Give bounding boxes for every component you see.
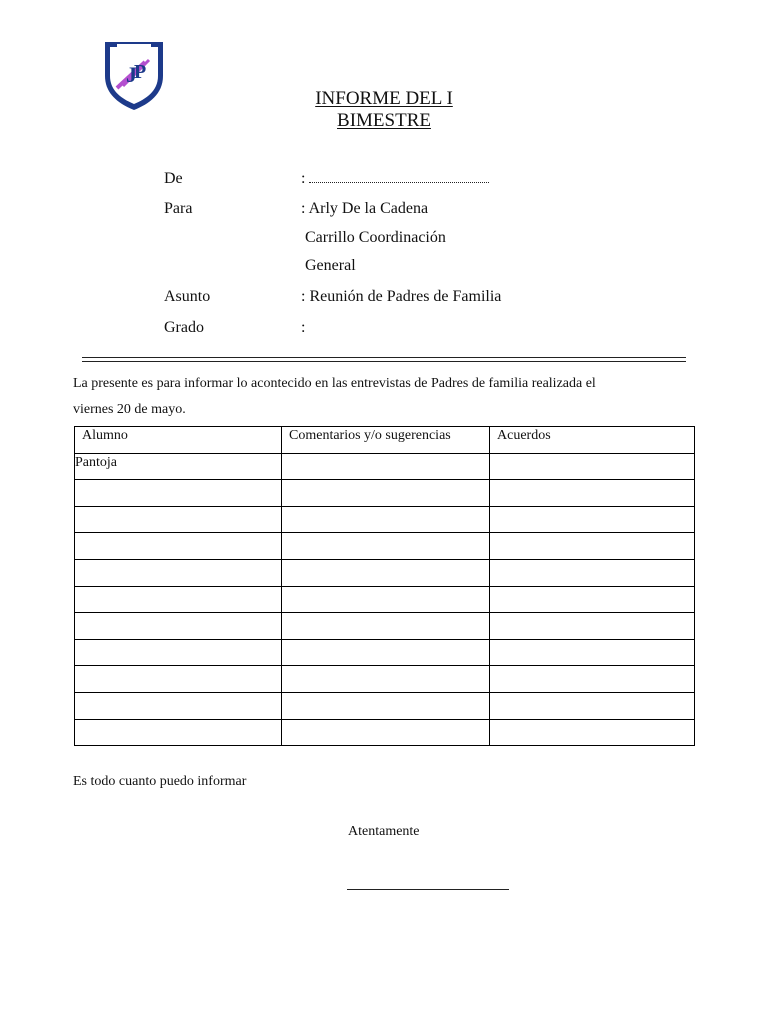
- table-row: [75, 453, 695, 480]
- table-cell[interactable]: [75, 719, 282, 746]
- table-cell[interactable]: [282, 586, 490, 613]
- header-comentarios: Comentarios y/o sugerencias: [282, 427, 490, 454]
- table-row: [75, 559, 695, 586]
- table-cell[interactable]: Pantoja: [75, 453, 282, 480]
- label-de: De: [164, 170, 183, 187]
- table-row: [75, 586, 695, 613]
- table-cell[interactable]: [490, 480, 695, 507]
- table-cell[interactable]: [75, 613, 282, 640]
- table-row: [75, 692, 695, 719]
- table-row: [75, 666, 695, 693]
- value-grado: :: [301, 319, 306, 336]
- intro-line1: La presente es para informar lo acontecido en las entrevistas de Padres de familia realizada el: [73, 376, 596, 391]
- table-cell[interactable]: [282, 559, 490, 586]
- intro-line2: viernes 20 de mayo.: [73, 402, 186, 417]
- label-grado: Grado: [164, 319, 204, 336]
- table-cell[interactable]: [75, 586, 282, 613]
- table-cell[interactable]: [282, 666, 490, 693]
- table-cell[interactable]: [282, 480, 490, 507]
- table-cell[interactable]: [75, 666, 282, 693]
- label-para: Para: [164, 200, 193, 217]
- value-para-line2: Carrillo Coordinación: [305, 229, 446, 246]
- table-cell[interactable]: [282, 692, 490, 719]
- table-cell[interactable]: [490, 639, 695, 666]
- table-cell[interactable]: [490, 692, 695, 719]
- dotted-fill-line: [309, 170, 489, 183]
- value-de: [301, 169, 489, 189]
- table-row: [75, 533, 695, 560]
- table-cell[interactable]: [75, 533, 282, 560]
- table-row: [75, 639, 695, 666]
- double-divider: [82, 357, 686, 362]
- table-cell[interactable]: [75, 692, 282, 719]
- table-cell[interactable]: [282, 453, 490, 480]
- table-cell[interactable]: [75, 639, 282, 666]
- header-alumno: Alumno: [75, 427, 282, 454]
- value-para-line3: General: [305, 257, 356, 274]
- school-crest-icon: [103, 40, 165, 112]
- label-asunto: Asunto: [164, 288, 211, 305]
- document-title-line1: INFORME DEL I: [315, 88, 453, 109]
- table-row: [75, 506, 695, 533]
- table-cell[interactable]: [75, 506, 282, 533]
- table-row: [75, 613, 695, 640]
- table-cell[interactable]: [490, 453, 695, 480]
- table-cell[interactable]: [282, 613, 490, 640]
- sign-off: Atentamente: [348, 824, 420, 839]
- table-cell[interactable]: [490, 586, 695, 613]
- closing-text: Es todo cuanto puedo informar: [73, 774, 247, 789]
- table-cell[interactable]: [282, 639, 490, 666]
- interview-table: [74, 426, 695, 746]
- table-cell[interactable]: [490, 506, 695, 533]
- header-acuerdos: Acuerdos: [490, 427, 695, 454]
- table-cell[interactable]: [490, 533, 695, 560]
- value-de-colon: :: [301, 170, 306, 187]
- svg-text:P: P: [134, 61, 147, 83]
- table-cell[interactable]: [282, 533, 490, 560]
- table-cell[interactable]: [282, 719, 490, 746]
- table-row: [75, 480, 695, 507]
- table-cell[interactable]: [490, 613, 695, 640]
- table-row: [75, 719, 695, 746]
- table-cell[interactable]: [490, 719, 695, 746]
- table-cell[interactable]: [490, 559, 695, 586]
- table-cell[interactable]: [490, 666, 695, 693]
- table-cell[interactable]: [75, 480, 282, 507]
- table-cell[interactable]: [75, 559, 282, 586]
- value-asunto: : Reunión de Padres de Familia: [301, 288, 502, 305]
- table-header-row: [75, 427, 695, 454]
- svg-text:J: J: [126, 62, 137, 87]
- signature-line: [347, 889, 509, 890]
- document-title-line2: BIMESTRE: [337, 110, 431, 131]
- value-para-line1: : Arly De la Cadena: [301, 200, 429, 217]
- table-cell[interactable]: [282, 506, 490, 533]
